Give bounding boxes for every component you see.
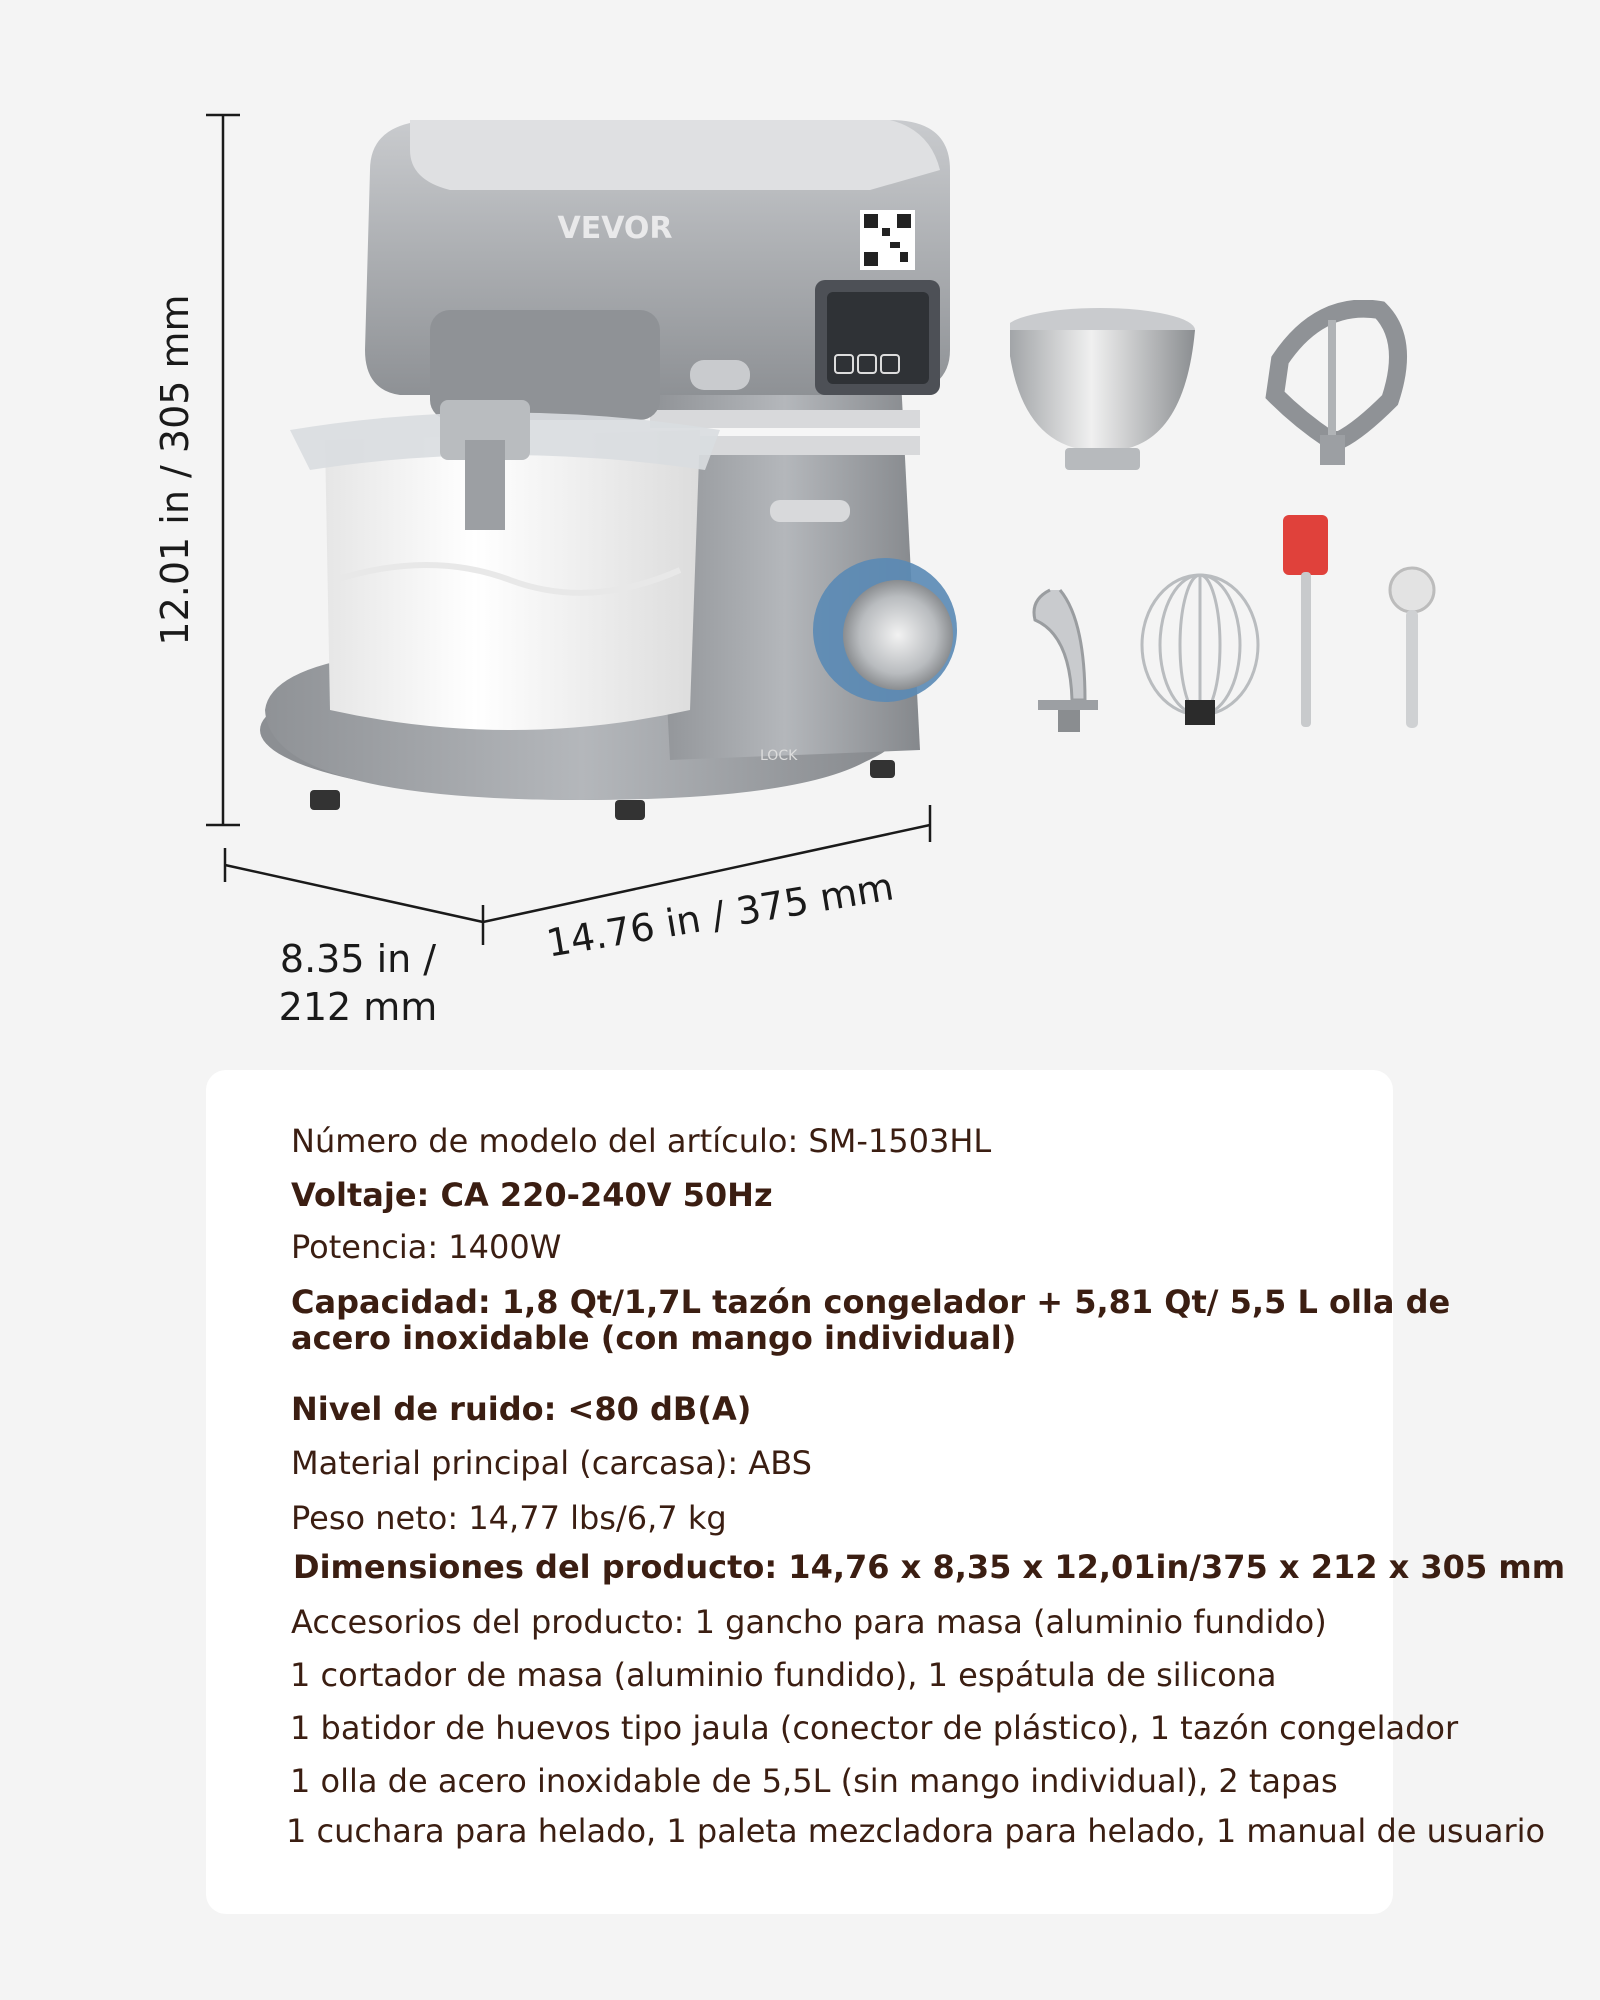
depth-dimension-line: [225, 865, 483, 922]
depth-dimension-label: 8.35 in / 212 mm: [278, 937, 438, 1029]
silicone-spatula: [1283, 515, 1328, 727]
spec-noise: Nivel de ruido: <80 dB(A): [291, 1390, 752, 1428]
spec-dimensions: Dimensiones del producto: 14,76 x 8,35 x 12,01in/375 x 212 x 305 mm: [293, 1548, 1566, 1586]
dough-hook: [1034, 590, 1098, 732]
stand-mixer-image: [250, 110, 970, 830]
height-dimension-label: 12.01 in / 305 mm: [153, 294, 197, 646]
width-dimension-label: 14.76 in / 375 mm: [543, 864, 897, 966]
spec-accessories-line: 1 cuchara para helado, 1 paleta mezcladora para helado, 1 manual de usuario: [286, 1812, 1546, 1850]
spec-accessories-line: 1 olla de acero inoxidable de 5,5L (sin mango individual), 2 tapas: [290, 1762, 1338, 1800]
accessories-image: [1010, 300, 1450, 750]
spec-capacity: Capacidad: 1,8 Qt/1,7L tazón congelador + 5,81 Qt/ 5,5 L olla de acero inoxidable (con mango individual): [291, 1283, 1451, 1357]
spec-voltage: Voltaje: CA 220-240V 50Hz: [291, 1176, 773, 1214]
spec-material: Material principal (carcasa): ABS: [291, 1444, 812, 1482]
spec-accessories-line: 1 batidor de huevos tipo jaula (conector de plástico), 1 tazón congelador: [290, 1709, 1459, 1747]
whisk: [1142, 575, 1258, 725]
steel-bowl: [1010, 308, 1195, 470]
spec-model: Número de modelo del artículo: SM-1503HL: [291, 1122, 992, 1160]
ice-cream-scoop: [1390, 568, 1434, 728]
vevor-logo: VEVOR: [557, 211, 673, 246]
spec-power: Potencia: 1400W: [291, 1228, 562, 1266]
flat-beater: [1275, 309, 1398, 465]
lock-label: LOCK: [760, 748, 798, 764]
spec-accessories-line: 1 cortador de masa (aluminio fundido), 1 espátula de silicona: [290, 1656, 1277, 1694]
spec-accessories-line: Accesorios del producto: 1 gancho para masa (aluminio fundido): [291, 1603, 1327, 1641]
spec-weight: Peso neto: 14,77 lbs/6,7 kg: [291, 1499, 727, 1537]
